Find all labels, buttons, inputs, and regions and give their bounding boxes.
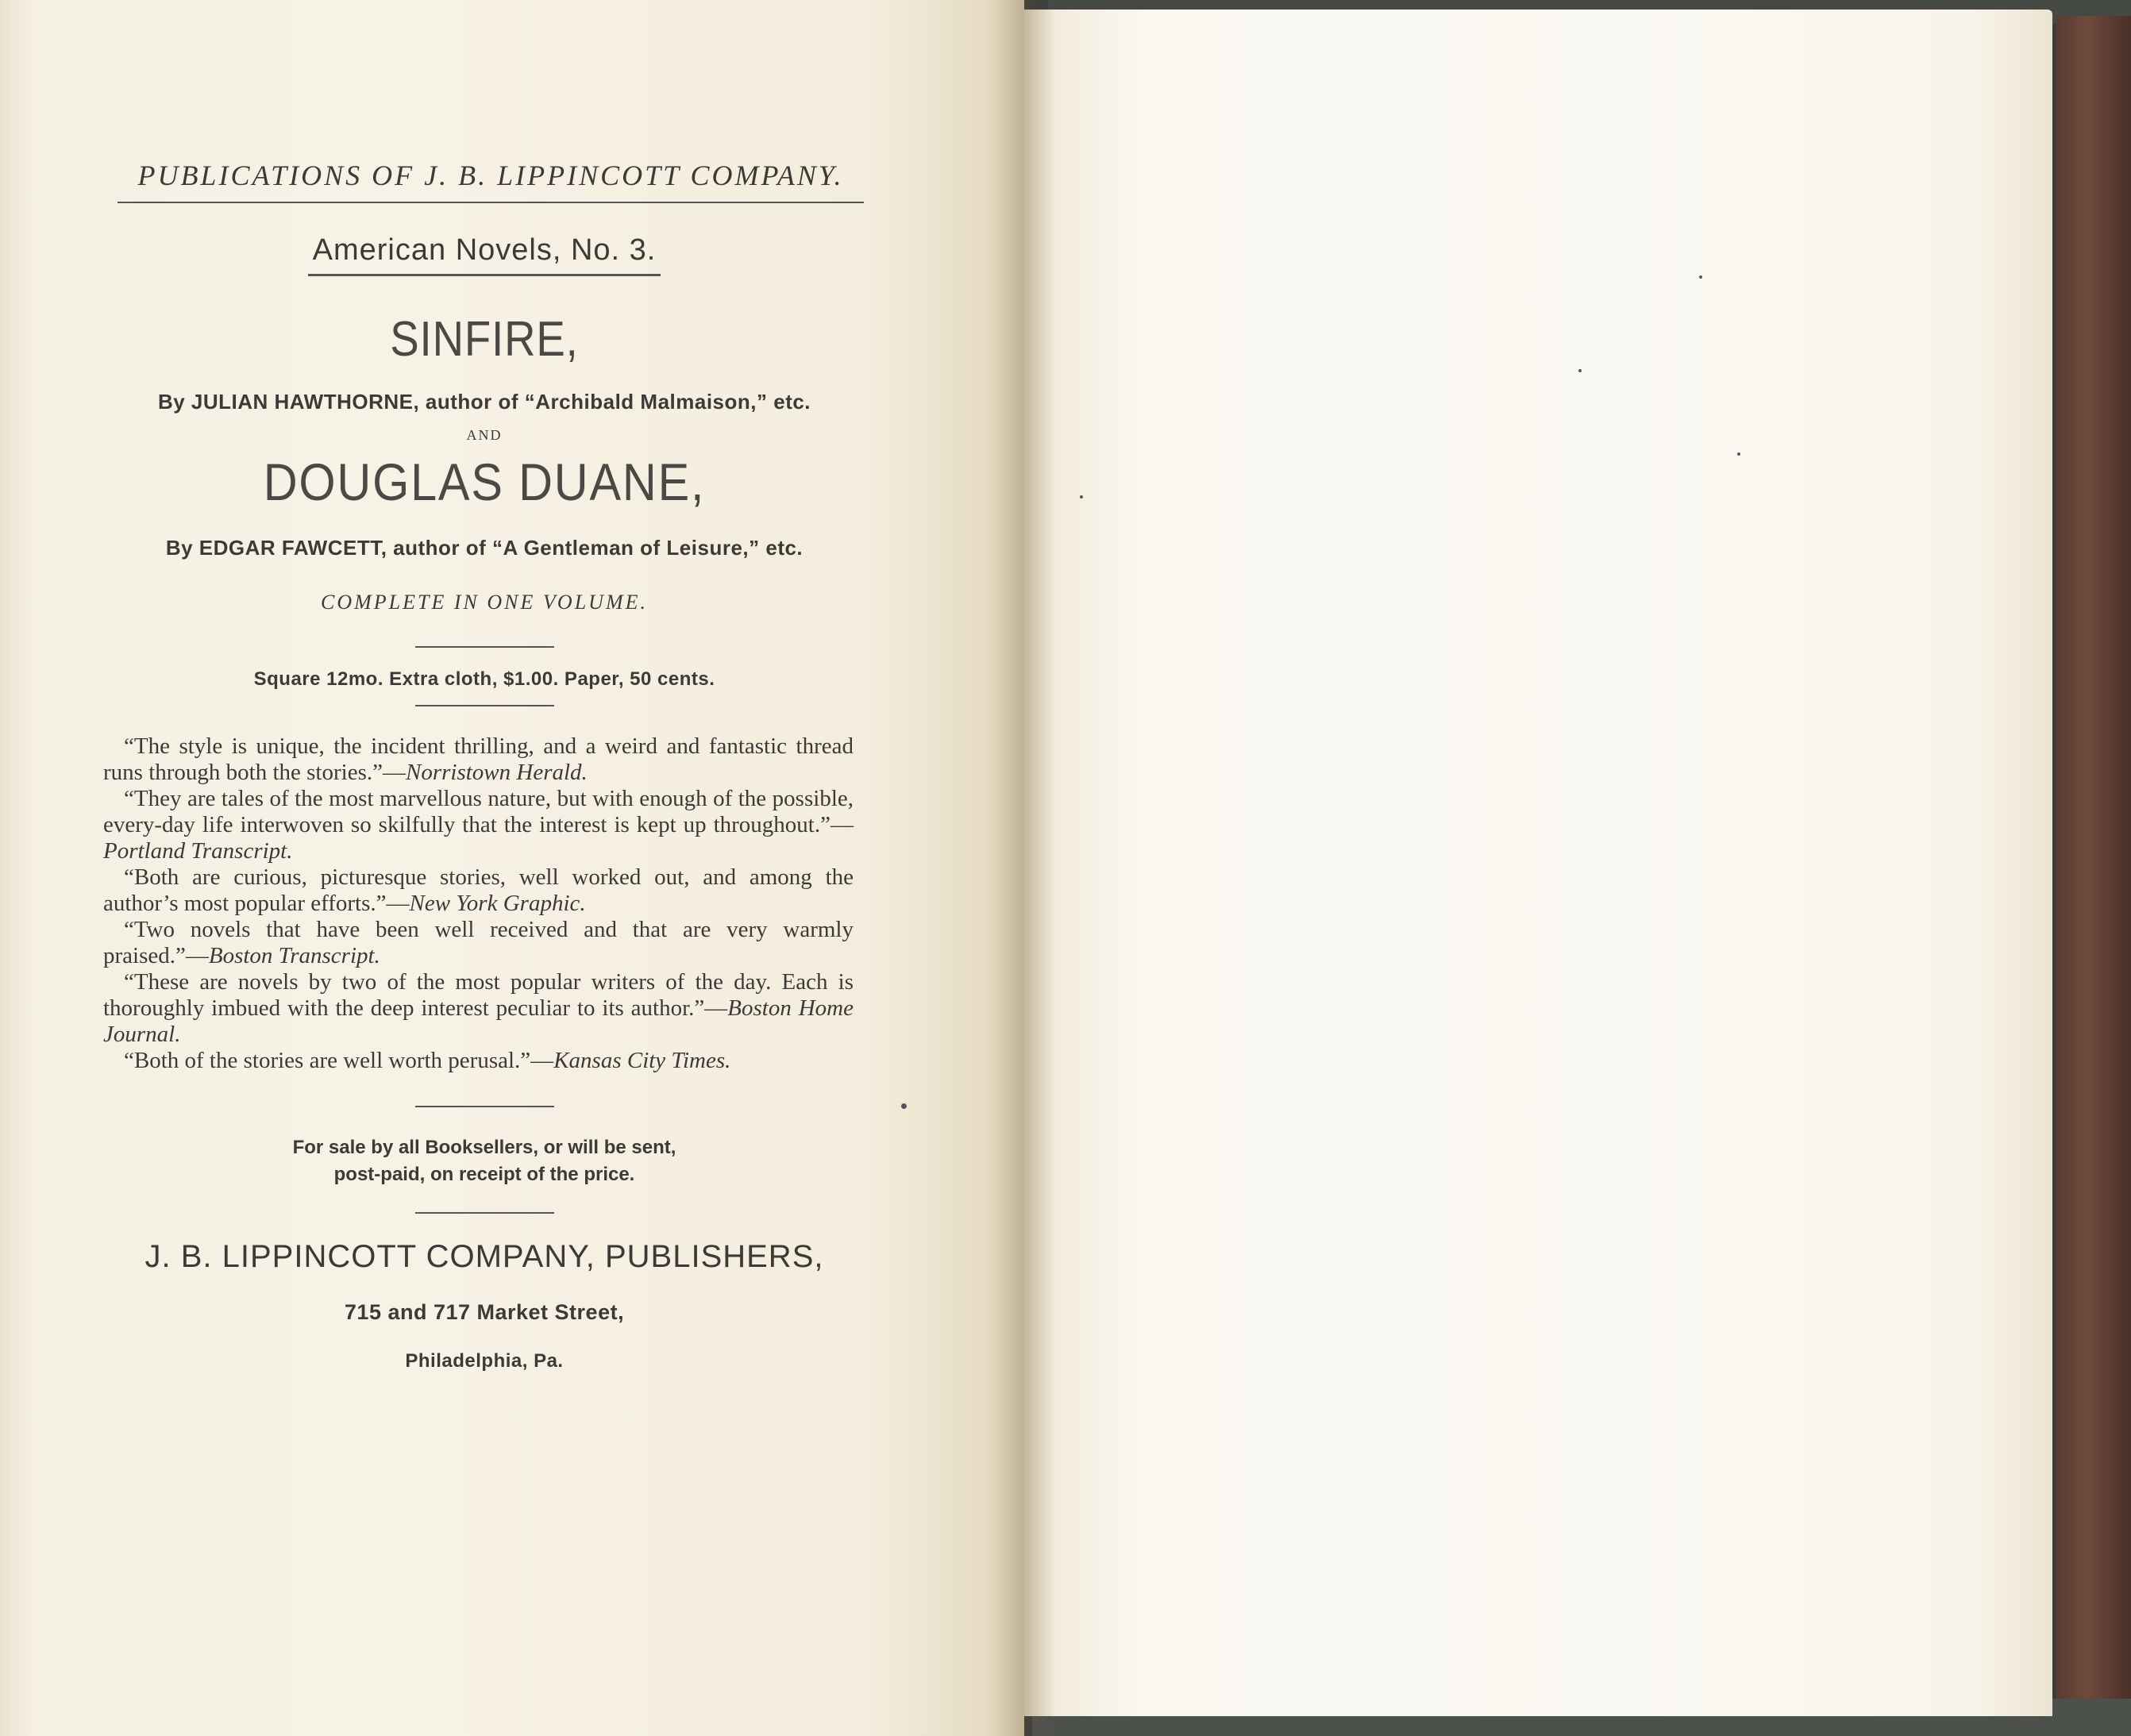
price-line: Square 12mo. Extra cloth, $1.00. Paper, 50 cents. — [253, 668, 715, 690]
novel-title-2: DOUGLAS DUANE, — [263, 452, 706, 511]
advertisement — [103, 159, 865, 1372]
review-quotes — [103, 733, 854, 1074]
review-source: Norristown Herald. — [405, 760, 588, 785]
review-item — [103, 1048, 854, 1074]
series-label: American Novels, No. 3. — [308, 233, 661, 276]
publisher-city: Philadelphia, Pa. — [405, 1350, 564, 1372]
review-quote: “These are novels by two of the most popular writers of the day. Each is thoroughly imbued with the deep interest peculiar to its author.”— — [103, 969, 854, 1021]
divider-rule — [415, 705, 554, 706]
review-quote: “The style is unique, the incident thrilling, and a weird and fantastic thread runs through both the stories.”— — [103, 733, 854, 785]
paper-speck — [1080, 495, 1083, 498]
cover-board-edge — [2056, 16, 2131, 1736]
complete-note: COMPLETE IN ONE VOLUME. — [320, 591, 648, 614]
novel-title-1: SINFIRE, — [390, 312, 579, 367]
divider-rule — [415, 1212, 554, 1214]
review-item — [103, 864, 854, 917]
left-page — [0, 0, 1024, 1736]
review-source: Portland Transcript. — [103, 838, 293, 864]
series-title — [103, 233, 865, 276]
review-source: New York Graphic. — [409, 891, 586, 916]
paper-speck — [1578, 369, 1582, 372]
sale-line-2: post-paid, on receipt of the price. — [333, 1164, 635, 1185]
review-quote: “Two novels that have been well received and that are very warmly praised.”— — [103, 917, 854, 968]
and-connector: AND — [466, 427, 503, 443]
sale-line-1: For sale by all Booksellers, or will be sent, — [292, 1137, 676, 1158]
author-byline-2: By EDGAR FAWCETT, author of “A Gentleman of Leisure,” etc. — [165, 536, 803, 560]
publisher-address: 715 and 717 Market Street, — [344, 1300, 625, 1324]
author-byline-1: By JULIAN HAWTHORNE, author of “Archibald Malmaison,” etc. — [157, 390, 811, 414]
page-header: PUBLICATIONS OF J. B. LIPPINCOTT COMPANY. — [118, 159, 864, 203]
sale-notice — [103, 1134, 865, 1188]
right-page-blank — [1024, 10, 2052, 1716]
review-item — [103, 733, 854, 786]
paper-speck — [1737, 452, 1740, 456]
divider-rule — [415, 646, 554, 648]
review-item — [103, 786, 854, 864]
review-item — [103, 969, 854, 1048]
review-item — [103, 917, 854, 969]
divider-rule — [415, 1106, 554, 1107]
review-source: Boston Transcript. — [208, 943, 380, 968]
publisher-name: J. B. LIPPINCOTT COMPANY, PUBLISHERS, — [145, 1239, 824, 1274]
review-source: Boston Home Journal. — [103, 995, 854, 1047]
review-quote: “Both are curious, picturesque stories, well worked out, and among the author’s most popular efforts.”— — [103, 864, 854, 916]
paper-speck — [1699, 275, 1702, 279]
paper-speck — [901, 1103, 907, 1109]
review-quote: “They are tales of the most marvellous nature, but with enough of the possible, every-day life interwoven so skilfully that the interest is kept up throughout.”— — [103, 786, 854, 837]
spine-gutter — [992, 0, 1056, 1736]
review-quote: “Both of the stories are well worth perusal.”— — [124, 1048, 554, 1073]
review-source: Kansas City Times. — [553, 1048, 731, 1073]
